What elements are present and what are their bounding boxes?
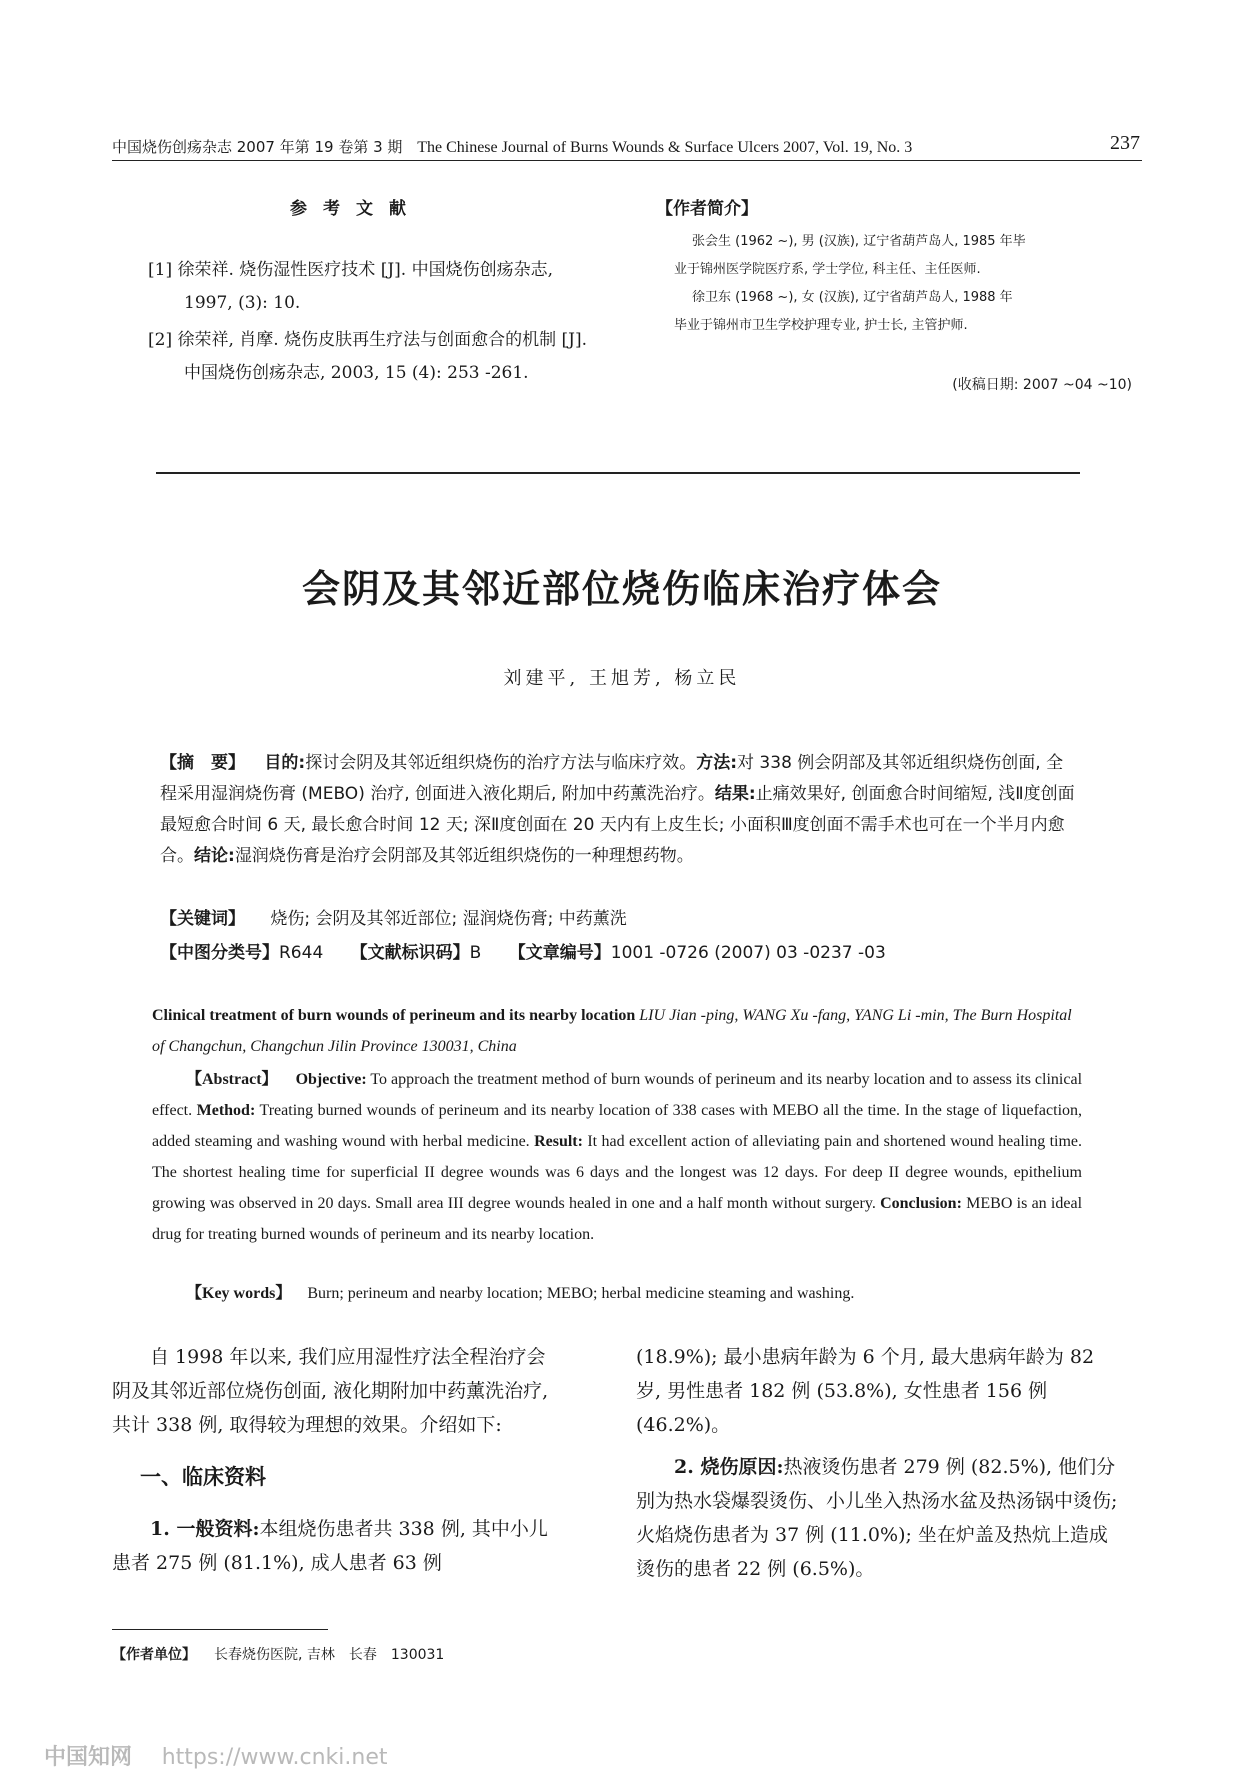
objective-label: 目的:	[264, 753, 306, 773]
intro-paragraph: 自 1998 年以来, 我们应用湿性疗法全程治疗会阴及其邻近部位烧伤创面, 液化期附加中药薰洗治疗, 共计 338 例, 取得较为理想的效果。介绍如下:	[112, 1346, 549, 1436]
article-authors: 刘建平, 王旭芳, 杨立民	[503, 668, 741, 689]
affiliation-text: 长春烧伤医院, 吉林 长春 130031	[214, 1647, 445, 1663]
general-data-label: 1. 一般资料:	[150, 1518, 260, 1540]
references-list	[148, 254, 600, 394]
english-abstract	[152, 1064, 1082, 1250]
header-rule	[112, 160, 1142, 161]
page-number: 237	[1110, 132, 1140, 154]
en-keywords-text: Burn; perineum and nearby location; MEBO; herbal medicine steaming and washing.	[307, 1285, 855, 1302]
body-column-right	[636, 1340, 1118, 1586]
running-header	[112, 136, 1142, 157]
en-method: Treating burned wounds of perineum and its nearby location of 338 cases with MEBO all the time. In the stage of liquefaction, added steaming and washing wound with herbal medicine.	[152, 1102, 1083, 1150]
keywords-cn	[160, 904, 1080, 929]
keywords-label: 【关键词】	[160, 909, 245, 929]
section-heading: 一、临床资料	[140, 1465, 266, 1489]
conclusion-label: 结论:	[194, 846, 235, 866]
journal-name-en: The Chinese Journal of Burns Wounds & Surface Ulcers 2007, Vol. 19, No. 3	[417, 139, 913, 156]
method-label: 方法:	[696, 753, 738, 773]
abstract-label: 【摘 要】	[160, 753, 245, 773]
body-column-left	[112, 1340, 552, 1580]
watermark-brand: 中国知网	[44, 1745, 133, 1770]
watermark-url: https://www.cnki.net	[161, 1745, 388, 1770]
bio-line: 徐卫东 (1968 ~), 女 (汉族), 辽宁省葫芦岛人, 1988 年	[692, 290, 1013, 305]
general-data-text: 本组烧伤患者共 338 例, 其中小儿患者 275 例 (81.1%), 成人患者 63 例	[112, 1518, 548, 1574]
burn-cause-paragraph	[636, 1450, 1118, 1586]
classification-line	[160, 938, 1080, 963]
footnote-rule	[112, 1629, 328, 1630]
bio-line: 张会生 (1962 ~), 男 (汉族), 辽宁省葫芦岛人, 1985 年毕	[692, 234, 1026, 249]
result-label: 结果:	[714, 784, 756, 804]
received-date: (收稿日期: 2007 ~04 ~10)	[952, 377, 1132, 393]
article-number-label: 【文章编号】	[508, 943, 611, 963]
general-data-continued: (18.9%); 最小患病年龄为 6 个月, 最大患病年龄为 82 岁, 男性患者 182 例 (53.8%), 女性患者 156 例 (46.2%)。	[636, 1346, 1095, 1436]
conclusion-text: 湿润烧伤膏是治疗会阴部及其邻近组织烧伤的一种理想药物。	[234, 846, 694, 866]
en-abstract-label: 【Abstract】	[186, 1071, 278, 1088]
english-keywords	[186, 1280, 1086, 1303]
doc-code-value: B	[469, 943, 482, 963]
journal-name-cn: 中国烧伤创疡杂志 2007 年第 19 卷第 3 期	[112, 138, 403, 156]
english-title: Clinical treatment of burn wounds of perineum and its nearby location	[152, 1007, 636, 1024]
article-number-value: 1001 -0726 (2007) 03 -0237 -03	[610, 943, 886, 963]
doc-code-label: 【文献标识码】	[350, 943, 470, 963]
references-title: 参考文献	[290, 199, 422, 219]
keywords-text: 烧伤; 会阴及其邻近部位; 湿润烧伤膏; 中药薰洗	[270, 909, 627, 929]
reference-item: [2] 徐荣祥, 肖摩. 烧伤皮肤再生疗法与创面愈合的机制 [J]. 中国烧伤创疡杂志, 2003, 15 (4): 253 -261.	[148, 330, 587, 383]
english-authors: LIU Jian -ping, WANG Xu -fang, YANG Li -min, The Burn Hospital of Changchun, Changchun Jilin Province	[152, 1007, 1072, 1055]
abstract-cn	[160, 748, 1080, 872]
general-data-paragraph	[112, 1512, 552, 1580]
author-bio	[674, 228, 1132, 340]
article-title: 会阴及其邻近部位烧伤临床治疗体会	[301, 567, 942, 611]
author-bio-title: 【作者简介】	[656, 199, 758, 219]
clc-label: 【中图分类号】	[160, 943, 279, 963]
burn-cause-text: 热液烫伤患者 279 例 (82.5%), 他们分别为热水袋爆裂烫伤、小儿坐入热汤水盆及热汤锅中烫伤; 火焰烧伤患者为 37 例 (11.0%); 坐在炉盖及热炕上造成烫伤的患者 22 例 (6.5%)。	[636, 1456, 1118, 1580]
objective-text: 探讨会阴及其邻近组织烧伤的治疗方法与临床疗效。	[305, 753, 697, 773]
en-result-label: Result:	[534, 1133, 583, 1150]
bio-line: 毕业于锦州市卫生学校护理专业, 护士长, 主管护师.	[674, 318, 968, 333]
english-postcode: 130031, China	[421, 1038, 517, 1055]
cnki-watermark	[44, 1740, 388, 1771]
method-text: 对 338 例会阴部及其邻近组织烧伤创面, 全程采用湿润烧伤膏 (MEBO) 治疗, 创面进入液化期后, 附加中药薰洗治疗。	[160, 753, 1064, 804]
en-result: It had excellent action of alleviating pain and shortened wound healing time. The shortest healing time for superficial II degree wounds was 6 days and the longest was 12 days. For deep II degree wounds, epithelium growing was observed in 20 days. Small area III degree wounds healed in one and a half month without surgery.	[152, 1133, 1083, 1212]
author-affiliation	[112, 1644, 462, 1664]
affiliation-label: 【作者单位】	[112, 1647, 196, 1663]
en-conclusion-label: Conclusion:	[880, 1195, 962, 1212]
en-objective: To approach the treatment method of burn wounds of perineum and its nearby location and to assess its clinical effect.	[152, 1071, 1083, 1119]
burn-cause-label: 2. 烧伤原因:	[674, 1456, 784, 1478]
en-keywords-label: 【Key words】	[186, 1285, 292, 1302]
bio-line: 业于锦州医学院医疗系, 学士学位, 科主任、主任医师.	[674, 262, 981, 277]
reference-item: [1] 徐荣祥. 烧伤湿性医疗技术 [J]. 中国烧伤创疡杂志, 1997, (3): 10.	[148, 260, 553, 313]
result-text: 止痛效果好, 创面愈合时间缩短, 浅Ⅱ度创面最短愈合时间 6 天, 最长愈合时间 12 天; 深Ⅱ度创面在 20 天内有上皮生长; 小面积Ⅲ度创面不需手术也可在一个半月内愈合。	[160, 784, 1075, 866]
en-method-label: Method:	[196, 1102, 256, 1119]
en-conclusion: MEBO is an ideal drug for treating burned wounds of perineum and its nearby location.	[152, 1195, 1083, 1243]
en-objective-label: Objective:	[295, 1071, 367, 1088]
section-divider	[156, 472, 1080, 474]
clc-value: R644	[279, 943, 324, 963]
english-title-block	[152, 1000, 1082, 1062]
